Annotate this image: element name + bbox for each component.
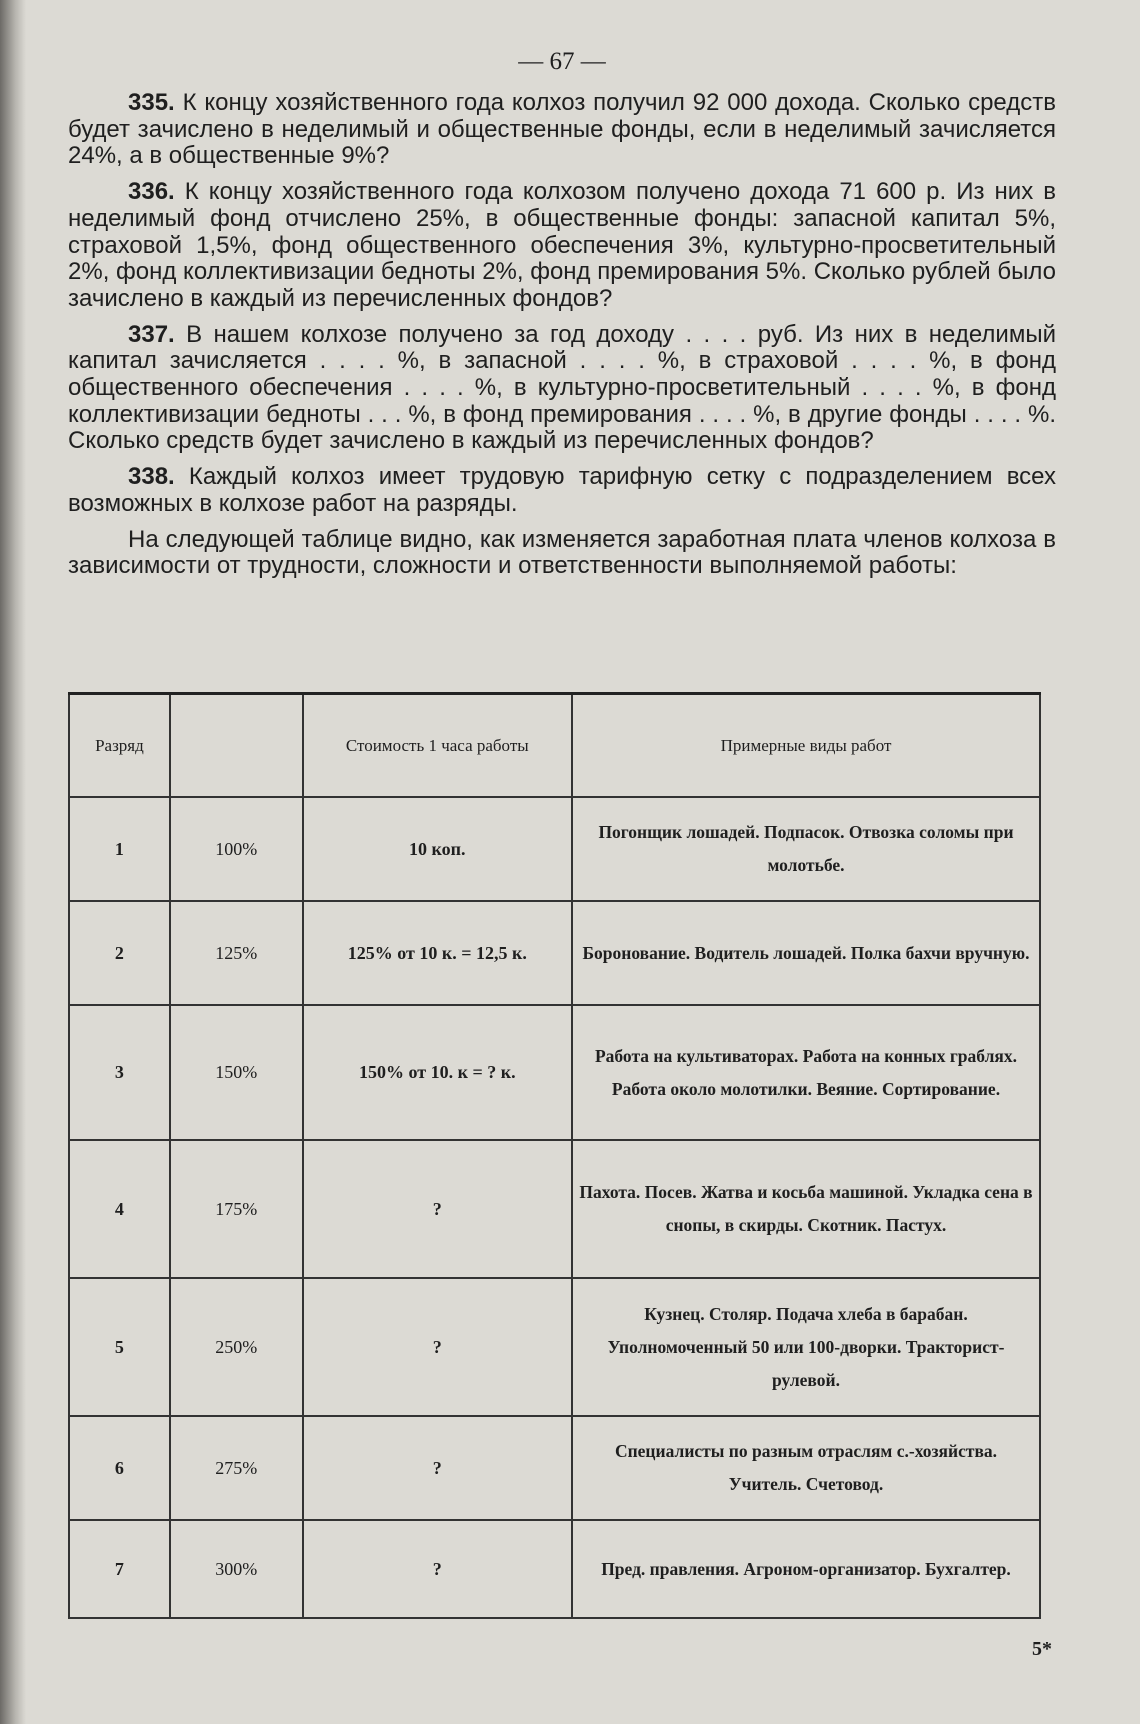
problem-335 (68, 90, 1056, 170)
header-rank: Разряд (69, 694, 170, 798)
page-number: — 67 — (518, 48, 606, 75)
problem-337 (68, 322, 1056, 456)
cell-cost: ? (303, 1416, 572, 1520)
tariff-table (68, 692, 1041, 1619)
cell-rank: 3 (69, 1005, 170, 1140)
cell-rank: 5 (69, 1278, 170, 1416)
cell-work: Кузнец. Столяр. Подача хлеба в барабан. Уполномоченный 50 или 100-дворки. Тракторист-рулевой. (572, 1278, 1040, 1416)
table-header-row (69, 694, 1040, 798)
header-work-types: Примерные виды работ (572, 694, 1040, 798)
cell-percent: 125% (170, 901, 303, 1005)
cell-work: Пахота. Посев. Жатва и косьба машиной. Укладка сена в снопы, в скирды. Скотник. Пастух. (572, 1140, 1040, 1278)
table-row (69, 1416, 1040, 1520)
cell-cost: 10 коп. (303, 797, 572, 901)
cell-cost: ? (303, 1278, 572, 1416)
problem-338 (68, 464, 1056, 517)
cell-cost: ? (303, 1520, 572, 1618)
problem-number: 335. (128, 89, 175, 116)
table-row (69, 1278, 1040, 1416)
cell-rank: 7 (69, 1520, 170, 1618)
cell-rank: 6 (69, 1416, 170, 1520)
cell-percent: 275% (170, 1416, 303, 1520)
signature-mark: 5* (1032, 1638, 1052, 1660)
cell-work: Специалисты по разным отраслям с.-хозяйства. Учитель. Счетовод. (572, 1416, 1040, 1520)
cell-work: Погонщик лошадей. Подпасок. Отвозка соломы при молотьбе. (572, 797, 1040, 901)
table-row (69, 1005, 1040, 1140)
problem-number: 337. (128, 320, 175, 348)
cell-percent: 100% (170, 797, 303, 901)
cell-percent: 175% (170, 1140, 303, 1278)
table-row (69, 1140, 1040, 1278)
cell-work: Пред. правления. Агроном-организатор. Бухгалтер. (572, 1520, 1040, 1618)
problem-text: К концу хозяйственного года колхоз получил 92 000 дохода. Сколько средств будет зачислено в неделимый и общественные фонды, если в неделимый зачисляется 24%, а в общественные 9%? (68, 89, 1056, 170)
table-row (69, 901, 1040, 1005)
cell-cost: ? (303, 1140, 572, 1278)
header-hour-cost: Стоимость 1 часа работы (303, 694, 572, 798)
table-intro (68, 527, 1056, 580)
cell-rank: 4 (69, 1140, 170, 1278)
problem-text: В нашем колхозе получено за год доходу . . . . руб. Из них в неделимый капитал зачисляется . . . . %, в запасной . . . . %, в страховой . . . . %, в фонд общественного обеспечения . . . . %, в культурно-просветительный . . . . %, в фонд коллективизации бедноты . . . %, в фонд премирования . . . . %, в другие фонды . . . . %. Сколько средств будет зачислено в каждый из перечисленных фондов? (68, 320, 1056, 455)
cell-cost: 150% от 10. к = ? к. (303, 1005, 572, 1140)
intro-text: На следующей таблице видно, как изменяется заработная плата членов колхоза в зависимости от трудности, сложности и ответственности выполняемой работы: (68, 525, 1056, 580)
book-page (68, 40, 1056, 1579)
cell-percent: 300% (170, 1520, 303, 1618)
cell-work: Боронование. Водитель лошадей. Полка бахчи вручную. (572, 901, 1040, 1005)
cell-work: Работа на культиваторах. Работа на конных граблях. Работа около молотилки. Веяние. Сортирование. (572, 1005, 1040, 1140)
problem-text: Каждый колхоз имеет трудовую тарифную сетку с подразделением всех возможных в колхозе работ на разряды. (68, 463, 1056, 517)
problem-number: 336. (128, 178, 175, 206)
problem-number: 338. (128, 463, 175, 491)
table-row (69, 797, 1040, 901)
problem-336 (68, 179, 1056, 313)
cell-percent: 150% (170, 1005, 303, 1140)
cell-percent: 250% (170, 1278, 303, 1416)
problem-text: К концу хозяйственного года колхозом получено дохода 71 600 р. Из них в неделимый фонд отчислено 25%, в общественные фонды: запасной капитал 5%, страховой 1,5%, фонд общественного обеспечения 3%, культурно-просветительный 2%, фонд коллективизации бедноты 2%, фонд премирования 5%. Сколько рублей было зачислено в каждый из перечисленных фондов? (68, 178, 1056, 312)
header-percent (170, 694, 303, 798)
cell-cost: 125% от 10 к. = 12,5 к. (303, 901, 572, 1005)
table-row (69, 1520, 1040, 1618)
cell-rank: 1 (69, 797, 170, 901)
book-spine-shadow (0, 0, 26, 1724)
cell-rank: 2 (69, 901, 170, 1005)
